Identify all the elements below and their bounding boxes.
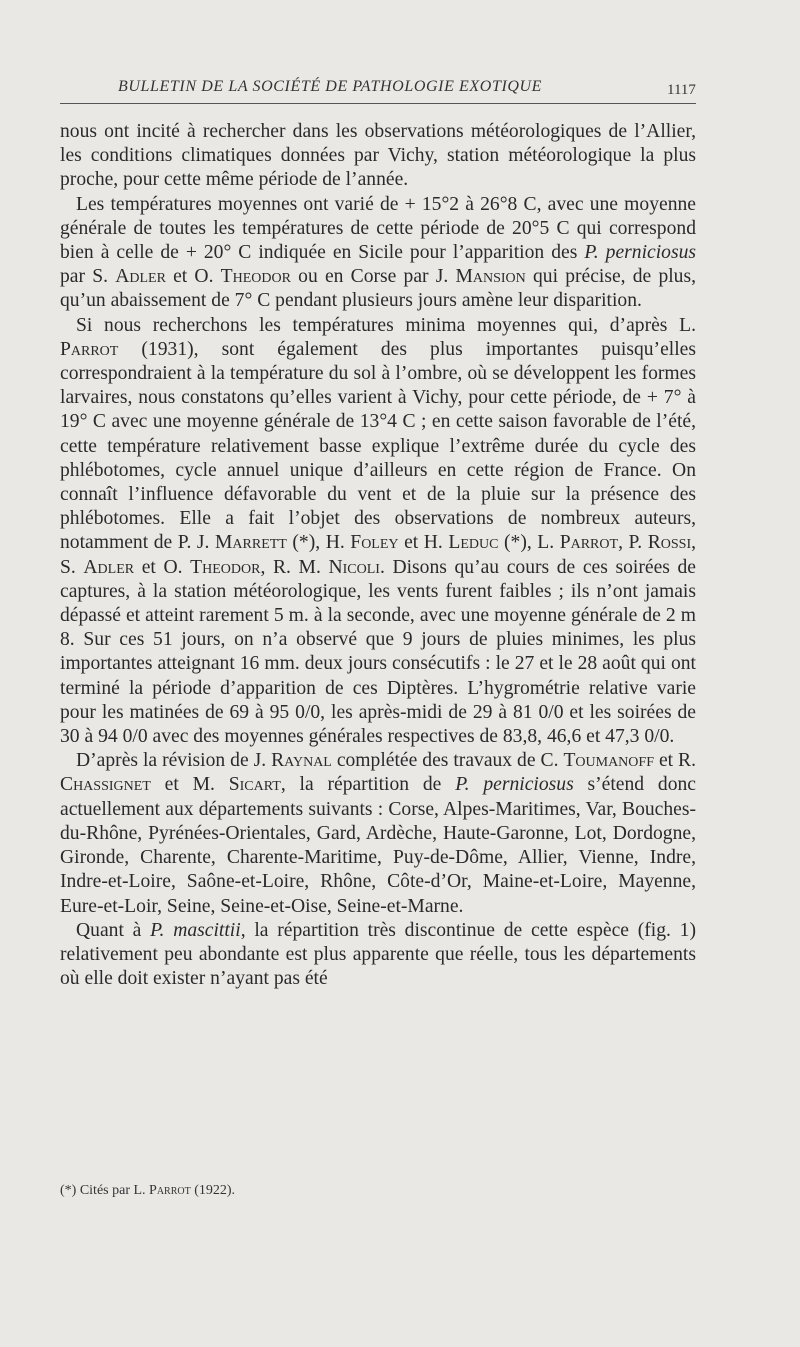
footnote: (*) Cités par L. Parrot (1922).: [60, 1183, 236, 1198]
paragraph-3: Si nous recherchons les températures minima moyennes qui, d’après L. Parrot (1931), sont également des plus importantes puisqu’elles correspondraient à la température du sol à l’ombre, où se développent les formes larvaires, nous constatons qu’elles varient à Vichy, pour cette période, de + 7° à 19° C avec une moyenne générale de 13°4 C ; en cette saison favorable de l’été, cette température relativement basse explique l’extrême durée du cycle des phlébotomes, cycle annuel unique d’ailleurs en cette région de France. On connaît l’influence défavorable du vent et de la pluie sur la présence des phlébotomes. Elle a fait l’objet des observations de nombreux auteurs, notamment de P. J. Marrett (*), H. Foley et H. Leduc (*), L. Parrot, P. Rossi, S. Adler et O. Theodor, R. M. Nicoli. Disons qu’au cours de ces soirées de captures, à la station météorologique, les vents furent faibles ; ils n’ont jamais dépassé et atteint rarement 5 m. à la seconde, avec une moyenne générale de 2 m 8. Sur ces 51 jours, on n’a observé que 9 jours de pluies minimes, les plus importantes atteignant 16 mm. deux jours consécutifs : le 27 et le 28 août qui ont terminé la période d’apparition de ces Diptères. L’hygrométrie relative varie pour les matinées de 69 à 95 0/0, les après-midi de 29 à 81 0/0 et les soirées de 30 à 94 0/0 avec des moyennes générales respectives de 83,8, 46,6 et 47,3 0/0.: [60, 314, 697, 748]
header-rule: [60, 103, 696, 104]
paragraph-1: nous ont incité à rechercher dans les observations météorologiques de l’Allier, les conditions climatiques données par Vichy, station météorologique la plus proche, pour cette même période de l’année.: [60, 121, 696, 191]
journal-title: BULLETIN DE LA SOCIÉTÉ DE PATHOLOGIE EXOTIQUE: [118, 78, 543, 95]
paragraph-5: Quant à P. mascittii, la répartition très discontinue de cette espèce (fig. 1) relativement peu abondante est plus apparente que réelle, tous les départements où elle doit exister n’ayant pas été: [60, 919, 696, 990]
body-text: [60, 120, 696, 991]
running-header: [0, 76, 800, 106]
paragraph-4: D’après la révision de J. Raynal complétée des travaux de C. Toumanoff et R. Chassignet et M. Sicart, la répartition de P. perniciosus s’étend donc actuellement aux départements suivants : Corse, Alpes-Maritimes, Var, Bouches-du-Rhône, Pyrénées-Orientales, Gard, Ardèche, Haute-Garonne, Lot, Dordogne, Gironde, Charente, Charente-Maritime, Puy-de-Dôme, Allier, Vienne, Indre, Indre-et-Loire, Saône-et-Loire, Rhône, Côte-d’Or, Maine-et-Loire, Mayenne, Eure-et-Loir, Seine, Seine-et-Oise, Seine-et-Marne.: [60, 750, 697, 917]
page-number: 1117: [667, 82, 696, 98]
paragraph-2: Les températures moyennes ont varié de + 15°2 à 26°8 C, avec une moyenne générale de toutes les températures de cette période de 20°5 C qui correspond bien à celle de + 20° C indiquée en Sicile pour l’apparition des P. perniciosus par S. Adler et O. Theodor ou en Corse par J. Mansion qui précise, de plus, qu’un abaissement de 7° C pendant plusieurs jours amène leur disparition.: [60, 193, 697, 312]
